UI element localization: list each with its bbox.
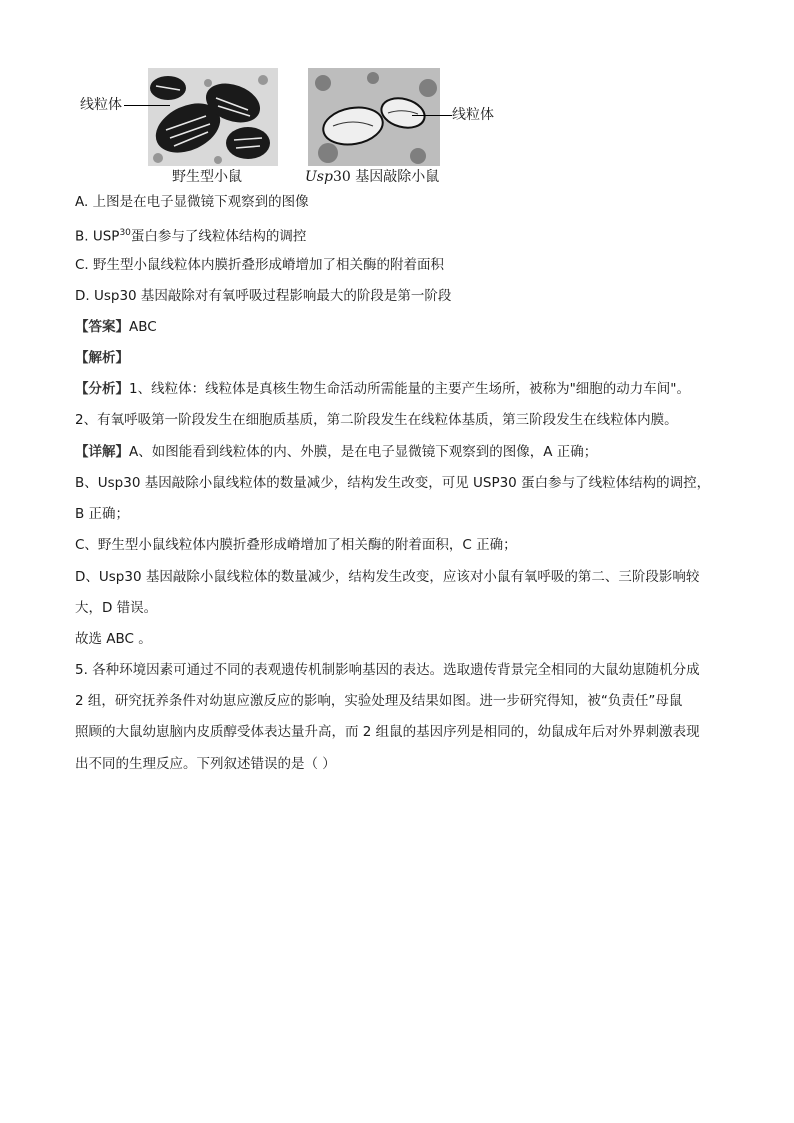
question5-line-1: 5. 各种环境因素可通过不同的表观遗传机制影响基因的表达。选取遗传背景完全相同的大鼠幼崽随机分成 <box>75 662 700 678</box>
xiangjie-line-b1: B、Usp30 基因敲除小鼠线粒体的数量减少，结构发生改变，可见 USP30 蛋白参与了线粒体结构的调控， <box>75 475 711 491</box>
left-mitochondria-label: 线粒体 <box>80 97 122 113</box>
option-a: A. 上图是在电子显微镜下观察到的图像 <box>75 194 309 210</box>
xiangjie-line-a <box>75 442 725 462</box>
option-c: C. 野生型小鼠线粒体内膜折叠形成嵴增加了相关酶的附着面积 <box>75 257 445 273</box>
option-b-sup: 30 <box>119 228 131 238</box>
xiangjie-line-d2: 大，D 错误。 <box>75 600 158 616</box>
conclusion-line: 故选 ABC 。 <box>75 631 152 647</box>
knockout-caption-italic: Usp <box>305 169 333 185</box>
knockout-caption-rest: 30 基因敲除小鼠 <box>332 169 440 185</box>
xiangjie-line-c: C、野生型小鼠线粒体内膜折叠形成嵴增加了相关酶的附着面积，C 正确； <box>75 537 517 553</box>
knockout-micrograph <box>308 68 440 166</box>
fenxi-tag: 【分析】 <box>75 381 129 397</box>
option-d: D. Usp30 基因敲除对有氧呼吸过程影响最大的阶段是第一阶段 <box>75 288 452 304</box>
xiangjie-a-text: A、如图能看到线粒体的内、外膜，是在电子显微镜下观察到的图像，A 正确； <box>129 444 598 460</box>
fenxi-1-text: 1、线粒体：线粒体是真核生物生命活动所需能量的主要产生场所，被称为"细胞的动力车间"。 <box>129 381 691 397</box>
left-pointer-line <box>124 105 170 106</box>
option-b-prefix: B. USP <box>75 228 120 245</box>
xiangjie-line-d1: D、Usp30 基因敲除小鼠线粒体的数量减少，结构发生改变，应该对小鼠有氧呼吸的第二、三阶段影响较 <box>75 569 700 585</box>
question5-line-4: 出不同的生理反应。下列叙述错误的是（ ） <box>75 756 336 772</box>
wild-type-caption: 野生型小鼠 <box>172 169 242 185</box>
analysis-tag <box>75 348 725 368</box>
fenxi-line-1 <box>75 379 725 399</box>
fenxi-line-2: 2、有氧呼吸第一阶段发生在细胞质基质，第二阶段发生在线粒体基质，第三阶段发生在线粒体内膜。 <box>75 412 678 428</box>
answer-value: ABC <box>129 319 157 335</box>
xiangjie-tag: 【详解】 <box>75 444 129 460</box>
mitochondria-figure <box>0 60 794 190</box>
knockout-caption <box>305 166 439 186</box>
right-mitochondria-label: 线粒体 <box>452 107 494 123</box>
right-pointer-line <box>412 115 452 116</box>
analysis-tag-text: 【解析】 <box>75 350 129 366</box>
question5-line-2: 2 组，研究抚养条件对幼崽应激反应的影响，实验处理及结果如图。进一步研究得知，被“负责任”母鼠 <box>75 693 683 709</box>
option-b <box>75 223 725 247</box>
option-b-rest: 蛋白参与了线粒体结构的调控 <box>130 228 307 245</box>
answer-line <box>75 317 725 337</box>
wild-type-micrograph <box>148 68 278 166</box>
question5-line-3: 照顾的大鼠幼崽脑内皮质醇受体表达量升高，而 2 组鼠的基因序列是相同的，幼鼠成年后对外界刺激表现 <box>75 724 700 740</box>
answer-tag: 【答案】 <box>75 319 129 335</box>
xiangjie-line-b2: B 正确； <box>75 506 130 522</box>
